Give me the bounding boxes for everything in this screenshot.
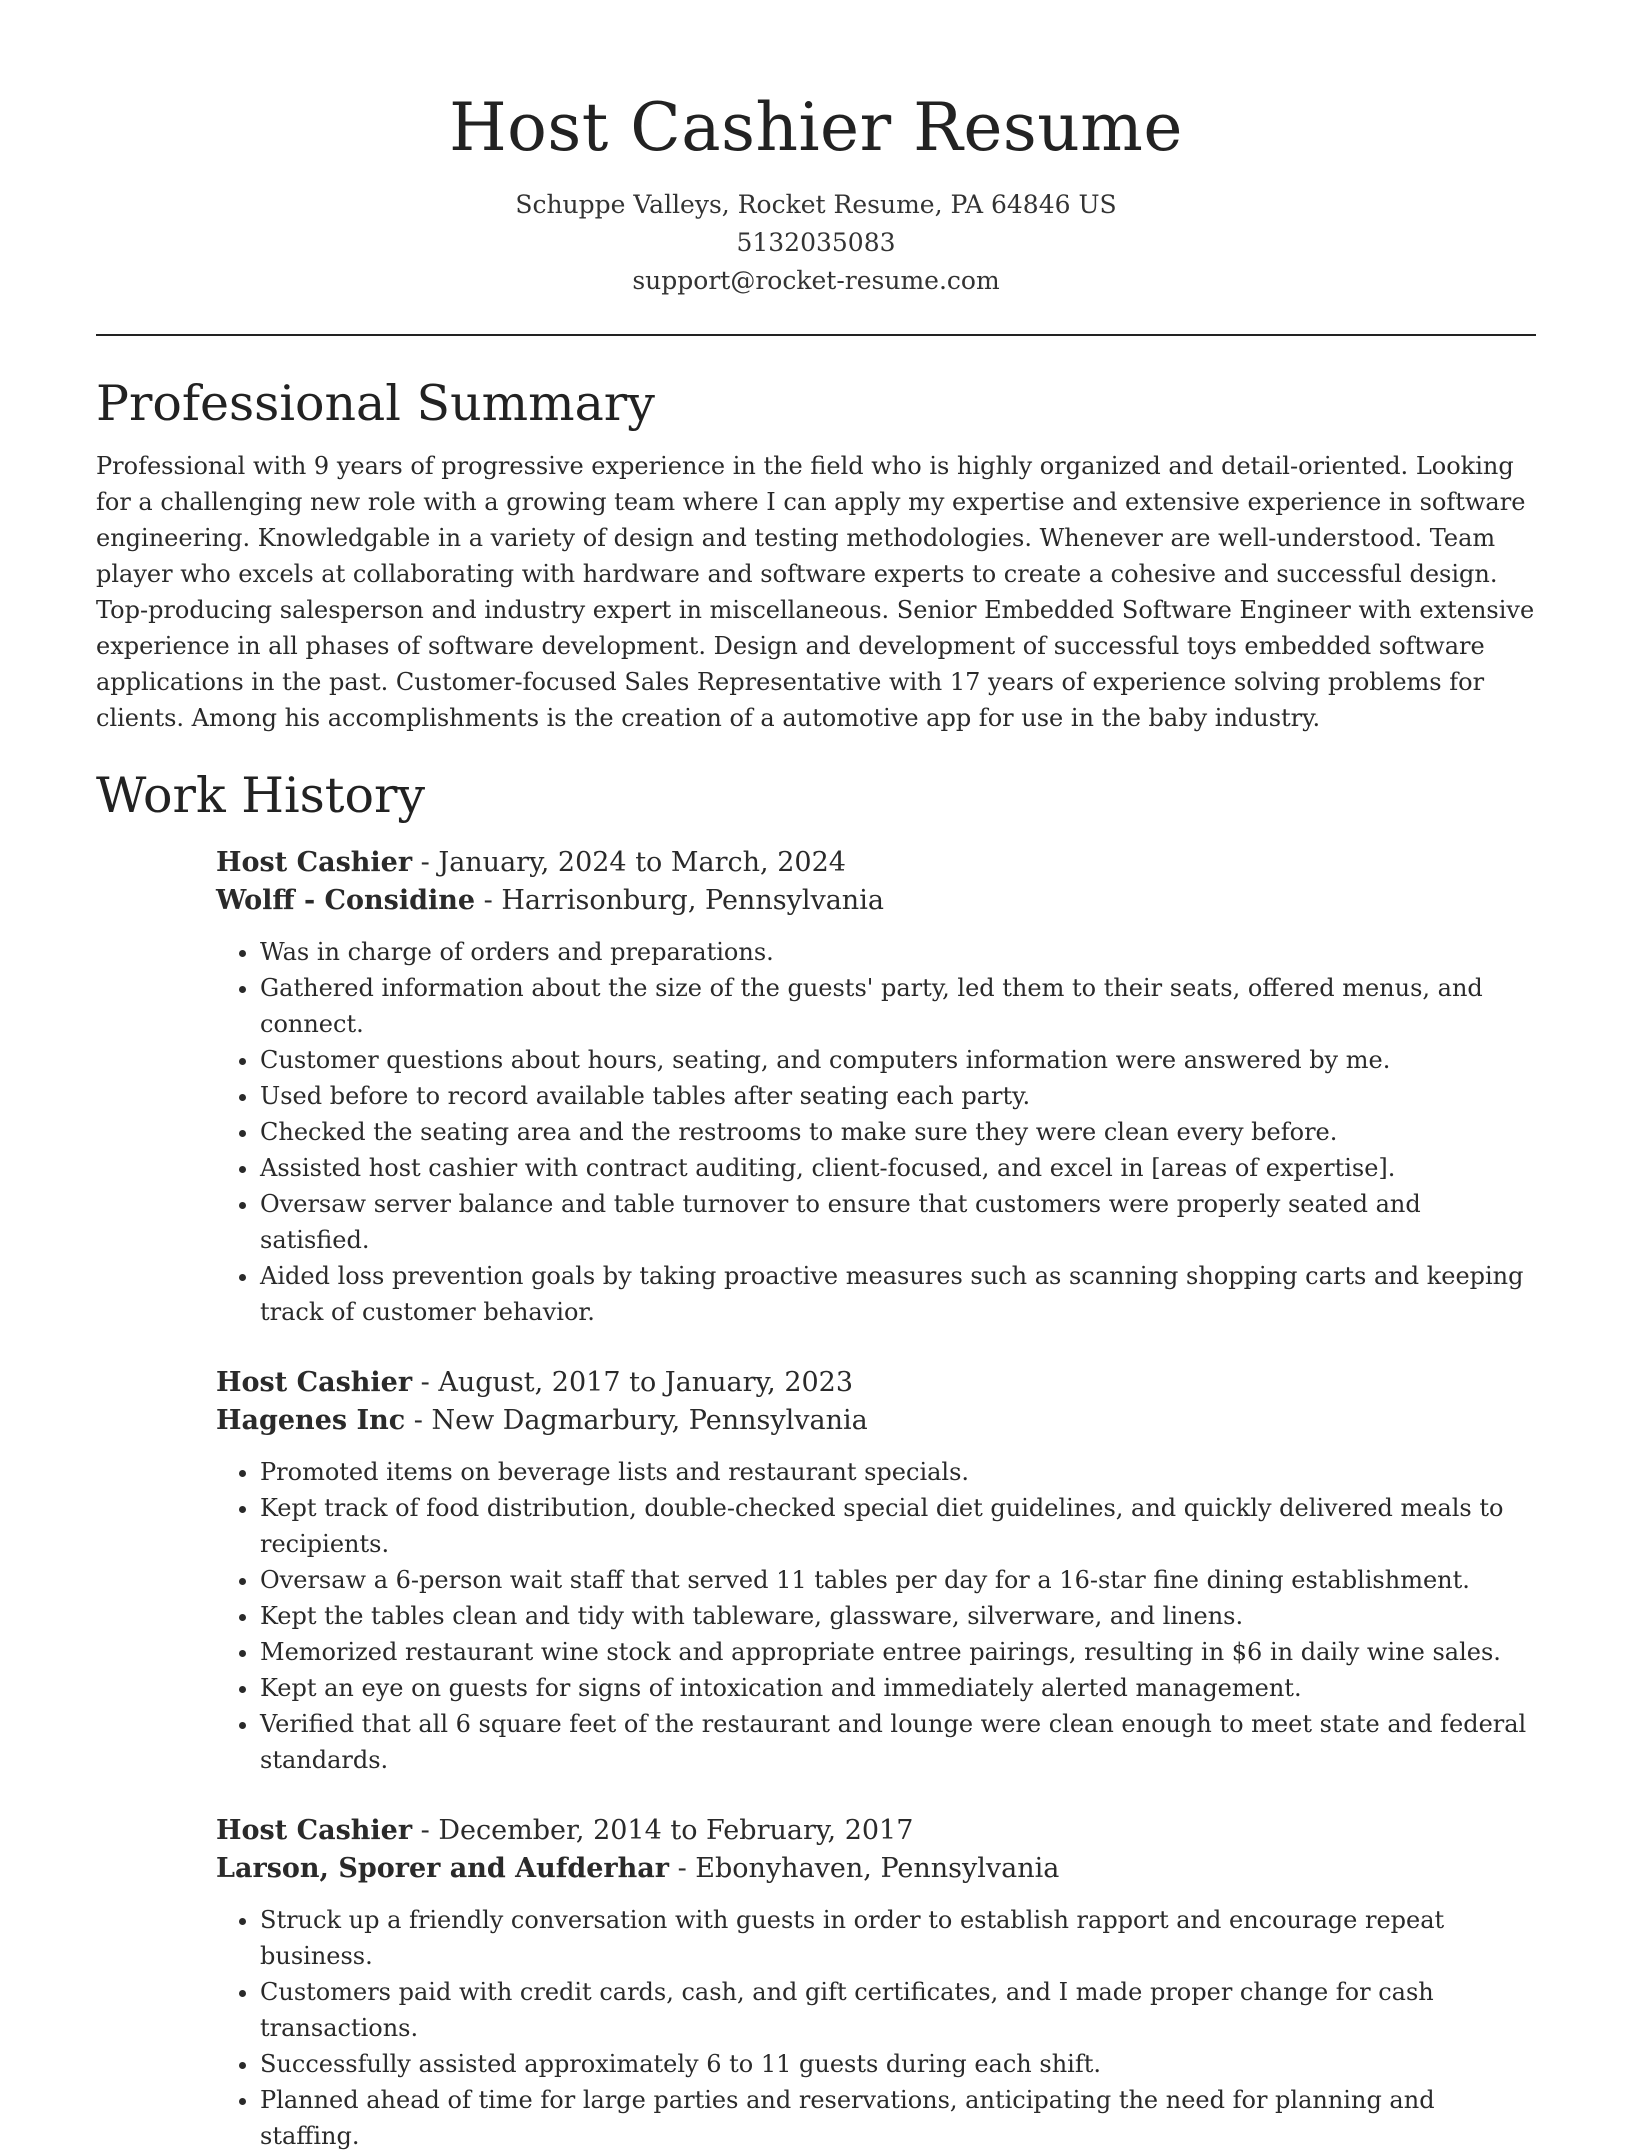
job-location: - New Dagmarbury, Pennsylvania xyxy=(405,1405,868,1436)
job-dates: - January, 2024 to March, 2024 xyxy=(412,847,846,878)
job-bullet: • Oversaw server balance and table turnover to ensure that customers were properly seated and satisfied. xyxy=(260,1186,1536,1258)
job-bullet-list xyxy=(216,1902,1536,2154)
summary-text: Professional with 9 years of progressive experience in the field who is highly organized and detail-oriented. Looking for a challenging new role with a growing team where I can apply my expertise and extensive experience in software engineering. Knowledgable in a variety of design and testing methodologies. Whenever are well-understood. Team player who excels at collaborating with hardware and software experts to create a cohesive and successful design. Top-producing salesperson and industry expert in miscellaneous. Senior Embedded Software Engineer with extensive experience in all phases of software development. Design and development of successful toys embedded software applications in the past. Customer-focused Sales Representative with 17 years of experience solving problems for clients. Among his accomplishments is the creation of a automotive app for use in the baby industry. xyxy=(96,452,1535,732)
contact-phone: 5132035083 xyxy=(736,228,896,257)
job-bullet: • Used before to record available tables after seating each party. xyxy=(260,1078,1536,1114)
job-location: - Ebonyhaven, Pennsylvania xyxy=(669,1853,1060,1884)
job-bullet-list xyxy=(216,1454,1536,1778)
job-company-line xyxy=(216,1402,1536,1440)
job-entry xyxy=(216,1364,1536,1778)
job-bullet: • Successfully assisted approximately 6 to 11 guests during each shift. xyxy=(260,2046,1536,2082)
contact-address: Schuppe Valleys, Rocket Resume, PA 64846 US xyxy=(515,190,1117,219)
job-title: Host Cashier xyxy=(216,1367,413,1398)
job-title: Host Cashier xyxy=(216,847,413,878)
job-dates: - December, 2014 to February, 2017 xyxy=(412,1815,914,1846)
job-bullet: • Kept track of food distribution, double-checked special diet guidelines, and quickly delivered meals to recipients. xyxy=(260,1490,1536,1562)
section-title-summary: Professional Summary xyxy=(96,375,655,432)
job-bullet-list xyxy=(216,934,1536,1330)
section-title-work-history: Work History xyxy=(96,767,426,824)
job-bullet: • Planned ahead of time for large parties and reservations, anticipating the need for planning and staffing. xyxy=(260,2082,1536,2154)
job-bullet: • Promoted items on beverage lists and restaurant specials. xyxy=(260,1454,1536,1490)
job-bullet: • Was in charge of orders and preparations. xyxy=(260,934,1536,970)
job-title-line xyxy=(216,844,1536,882)
job-title-line xyxy=(216,1812,1536,1850)
job-bullet: • Struck up a friendly conversation with guests in order to establish rapport and encourage repeat business. xyxy=(260,1902,1536,1974)
job-dates: - August, 2017 to January, 2023 xyxy=(412,1367,854,1398)
job-bullet: • Customers paid with credit cards, cash, and gift certificates, and I made proper change for cash transactions. xyxy=(260,1974,1536,2046)
job-title-line xyxy=(216,1364,1536,1402)
header-divider xyxy=(96,334,1536,336)
job-company: Larson, Sporer and Aufderhar xyxy=(216,1853,669,1884)
job-bullet: • Kept an eye on guests for signs of intoxication and immediately alerted management. xyxy=(260,1670,1536,1706)
job-title: Host Cashier xyxy=(216,1815,413,1846)
resume-title: Host Cashier Resume xyxy=(449,89,1183,166)
job-bullet: • Checked the seating area and the restrooms to make sure they were clean every before. xyxy=(260,1114,1536,1150)
resume-header xyxy=(96,0,1536,300)
job-entry xyxy=(216,1812,1536,2154)
job-company: Hagenes Inc xyxy=(216,1405,406,1436)
job-bullet: • Assisted host cashier with contract auditing, client-focused, and excel in [areas of expertise]. xyxy=(260,1150,1536,1186)
work-history-section xyxy=(96,764,1536,2154)
job-bullet: • Kept the tables clean and tidy with tableware, glassware, silverware, and linens. xyxy=(260,1598,1536,1634)
job-bullet: • Gathered information about the size of the guests' party, led them to their seats, offered menus, and connect. xyxy=(260,970,1536,1042)
job-location: - Harrisonburg, Pennsylvania xyxy=(475,885,884,916)
contact-email: support@rocket-resume.com xyxy=(632,266,1000,295)
job-company-line xyxy=(216,882,1536,920)
professional-summary-section xyxy=(96,372,1536,736)
job-entry xyxy=(216,844,1536,1330)
job-company-line xyxy=(216,1850,1536,1888)
contact-block xyxy=(96,186,1536,300)
job-bullet: • Aided loss prevention goals by taking proactive measures such as scanning shopping carts and keeping track of customer behavior. xyxy=(260,1258,1536,1330)
job-bullet: • Verified that all 6 square feet of the restaurant and lounge were clean enough to meet state and federal standards. xyxy=(260,1706,1536,1778)
job-bullet: • Oversaw a 6-person wait staff that served 11 tables per day for a 16-star fine dining establishment. xyxy=(260,1562,1536,1598)
job-bullet: • Customer questions about hours, seating, and computers information were answered by me. xyxy=(260,1042,1536,1078)
job-company: Wolff - Considine xyxy=(216,885,476,916)
job-bullet: • Memorized restaurant wine stock and appropriate entree pairings, resulting in $6 in daily wine sales. xyxy=(260,1634,1536,1670)
